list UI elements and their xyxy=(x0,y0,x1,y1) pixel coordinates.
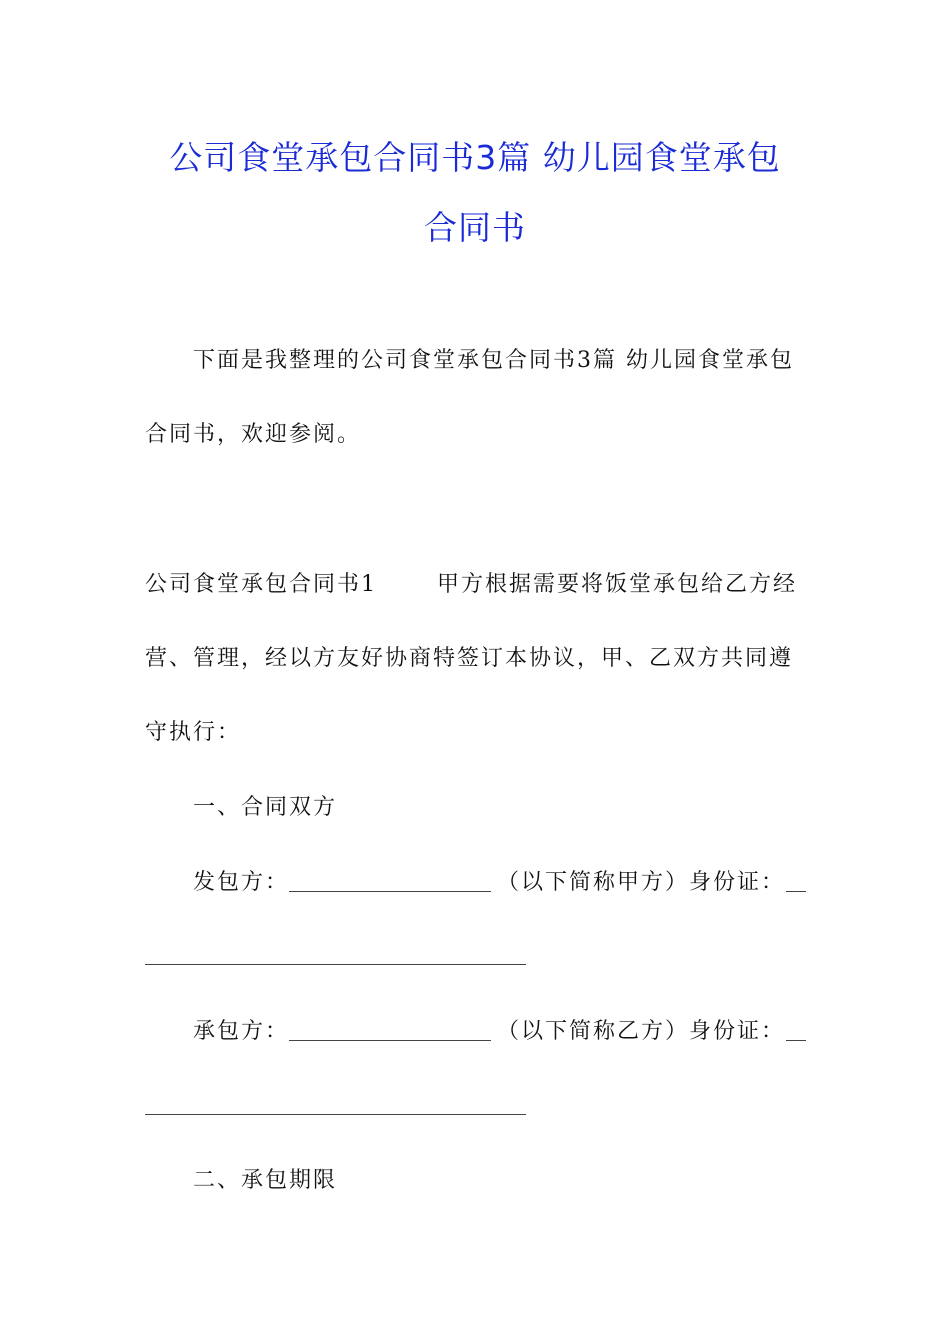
party-b-id-blank-start xyxy=(786,1040,806,1041)
party-a-note: （以下简称甲方）身份证： xyxy=(497,870,786,895)
intro-line-1: 下面是我整理的公司食堂承包合同书3篇 幼儿园食堂承包 xyxy=(193,348,794,373)
section-2-heading: 二、承包期限 xyxy=(193,1168,338,1193)
party-b-name-blank xyxy=(289,1040,491,1041)
party-a-name-blank xyxy=(289,891,491,892)
document-title-line-1: 公司食堂承包合同书3篇 幼儿园食堂承包 xyxy=(169,138,781,177)
party-a-id-blank-start xyxy=(786,891,806,892)
party-b-label: 承包方： xyxy=(193,1019,290,1044)
document-title-line-2: 合同书 xyxy=(424,208,526,247)
contract-1-line-3: 守执行： xyxy=(145,720,242,745)
contract-1-line-2: 营、管理，经以方友好协商特签订本协议，甲、乙双方共同遵 xyxy=(145,646,794,671)
party-b-note: （以下简称乙方）身份证： xyxy=(497,1019,786,1044)
party-a-id-blank xyxy=(145,964,526,965)
party-a-label: 发包方： xyxy=(193,870,290,895)
intro-line-2: 合同书，欢迎参阅。 xyxy=(145,422,362,447)
contract-1-line-1: 甲方根据需要将饭堂承包给乙方经 xyxy=(437,572,798,597)
section-1-heading: 一、合同双方 xyxy=(193,795,338,820)
contract-1-heading: 公司食堂承包合同书1 xyxy=(145,572,377,597)
party-b-id-blank xyxy=(145,1114,526,1115)
